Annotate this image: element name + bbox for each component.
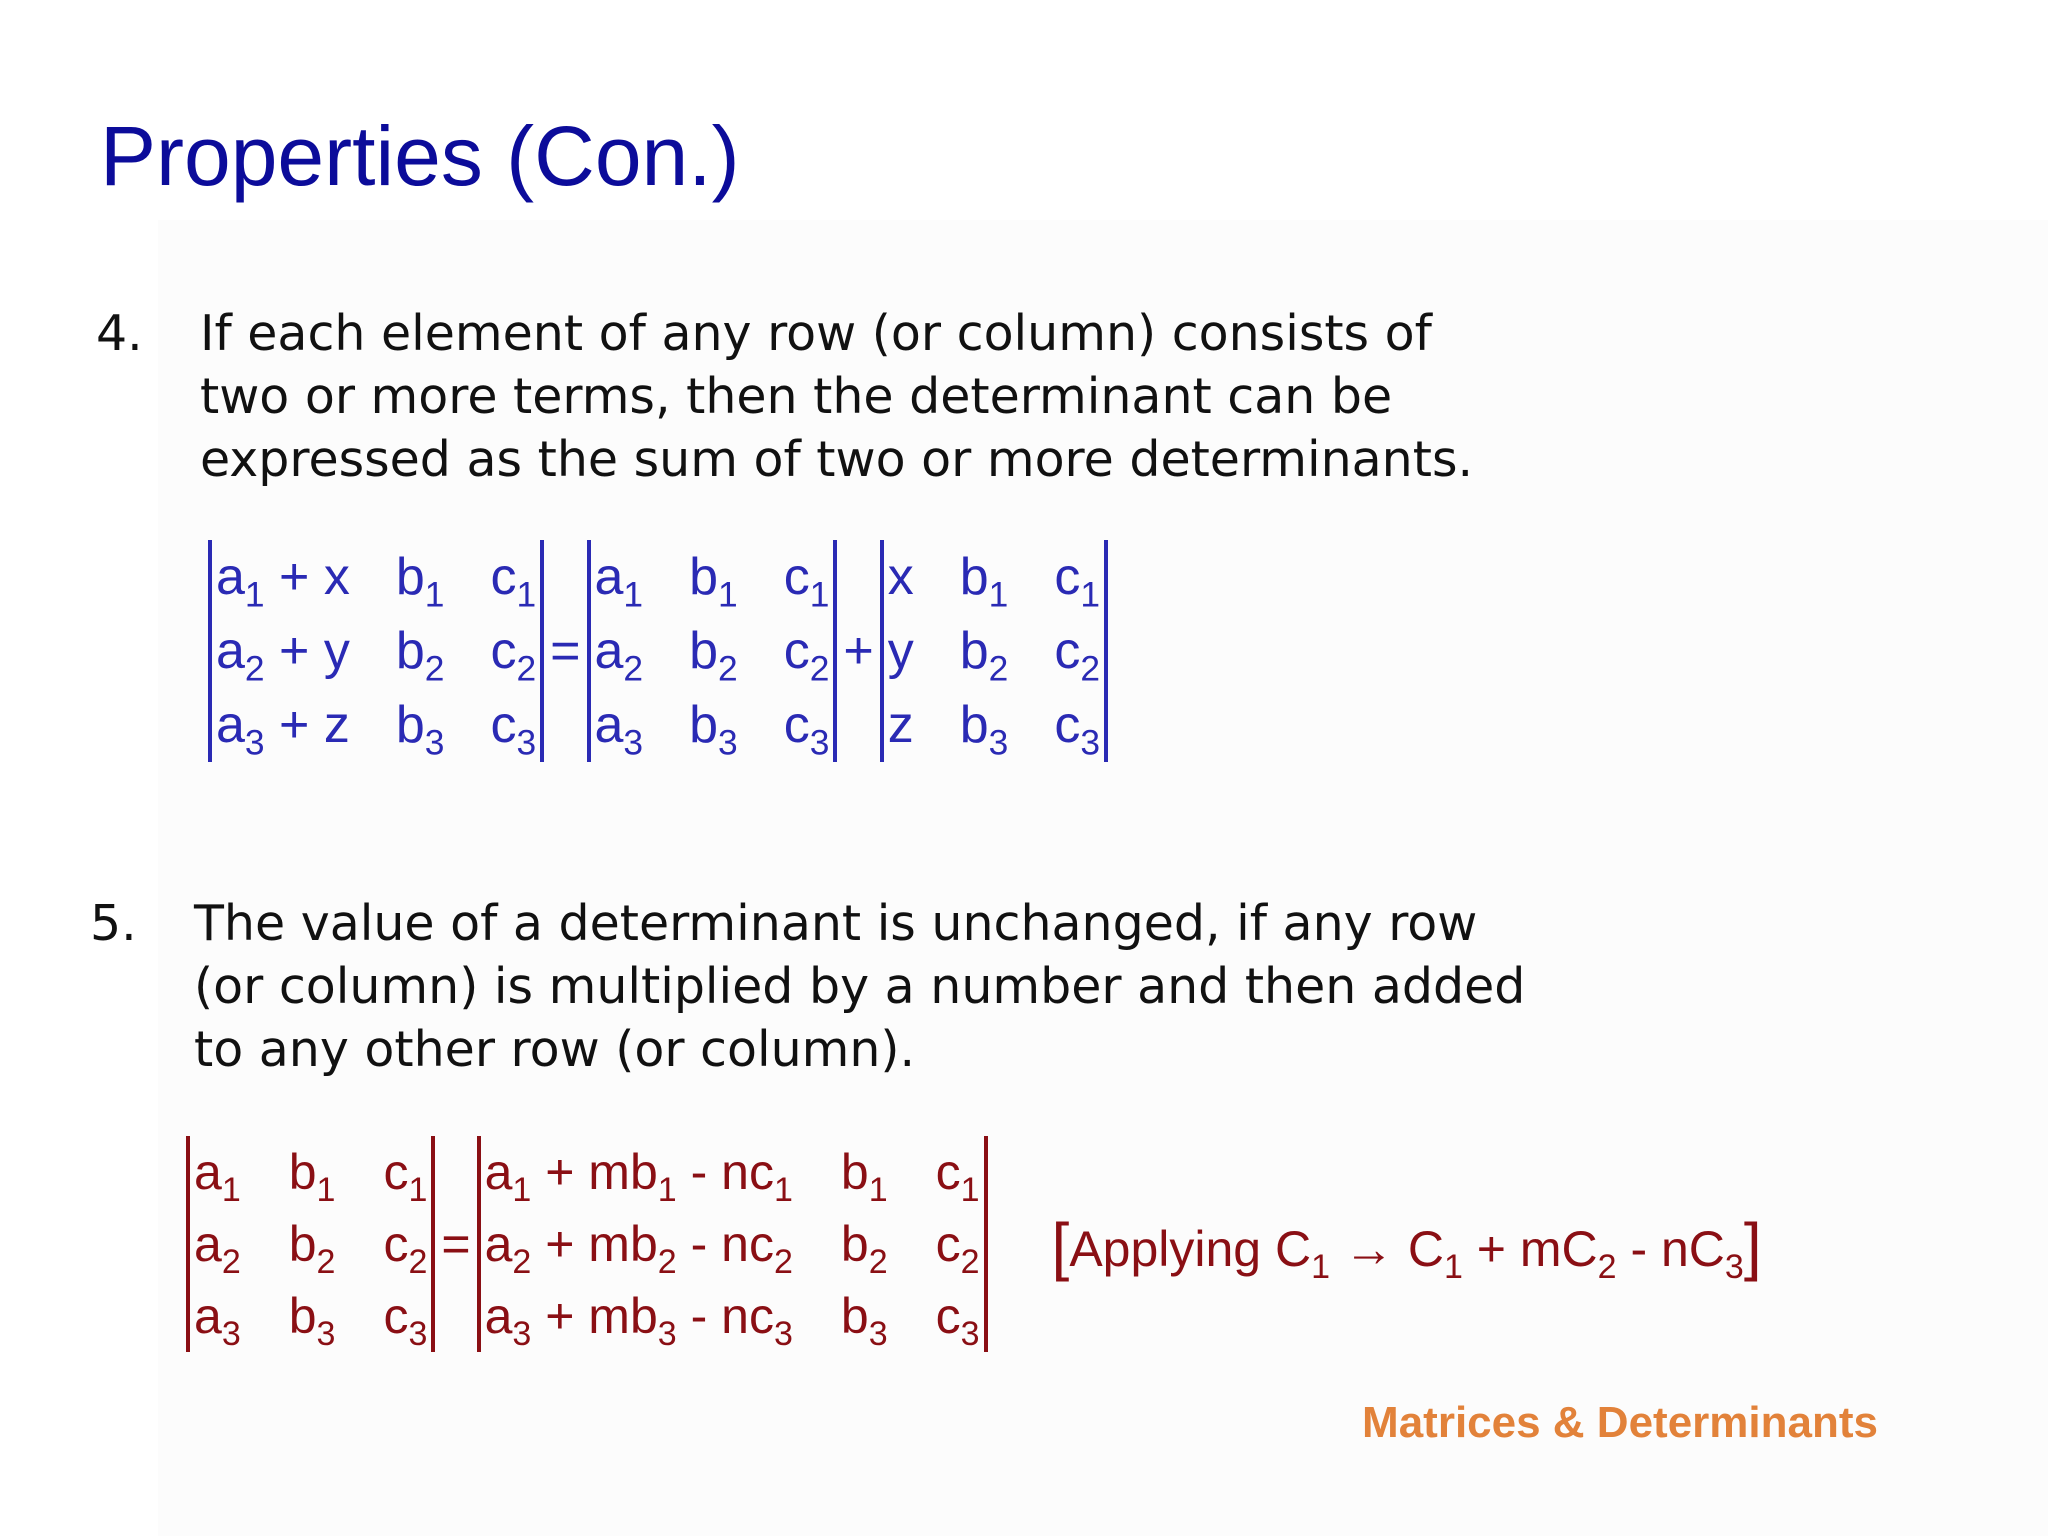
matrix-cell: $a_1$ [594, 548, 644, 615]
matrix-cell: $a_1$ [194, 1144, 241, 1209]
matrix-cell: $b_1$ [959, 548, 1009, 615]
matrix-cell: $b_3$ [959, 696, 1009, 763]
matrix-cell: $a_1 + x$ [216, 548, 350, 615]
matrix-cell: $c_3$ [783, 696, 830, 763]
note-open-bracket: [ [1051, 1210, 1070, 1282]
footer-topic: Matrices & Determinants [1362, 1398, 1878, 1447]
matrix-cell: $c_3$ [935, 1288, 980, 1353]
property-5-line-2: (or column) is multiplied by a number and then added [194, 958, 1526, 1015]
property-5-line-1: The value of a determinant is unchanged, if any row [194, 895, 1478, 952]
column-operation-note [1051, 1207, 1762, 1286]
matrix-cell: $b_1$ [840, 1144, 888, 1209]
note-c2-sub: 2 [1597, 1247, 1617, 1286]
matrix-cell: $c_1$ [383, 1144, 428, 1209]
matrix-cell: $b_2$ [689, 622, 738, 689]
matrix-cell: $a_3$ [194, 1288, 241, 1353]
property-4-line-3: expressed as the sum of two or more determinants. [200, 431, 1474, 488]
matrix-cell: $a_3$ [594, 696, 644, 763]
plus-sign: + [843, 622, 874, 680]
matrix-cell: $b_2$ [395, 622, 445, 689]
matrix-cell: x [887, 548, 914, 606]
matrix-cell: $b_2$ [840, 1216, 888, 1281]
matrix-cell: $c_1$ [1054, 548, 1100, 615]
note-c1-a-sub: 1 [1311, 1247, 1331, 1286]
matrix-cell: $b_1$ [689, 548, 738, 615]
matrix-cell: $c_1$ [490, 548, 537, 615]
matrix-cell: $a_2$ [594, 622, 644, 689]
matrix-cell: $a_1 + mb_1 - nc_1$ [484, 1144, 793, 1209]
property-4-equation [208, 540, 1108, 762]
matrix-cell: $c_2$ [383, 1216, 428, 1281]
property-5-line-3: to any other row (or column). [194, 1021, 916, 1078]
matrix-cell: $b_3$ [689, 696, 738, 763]
note-c1-b-sub: 1 [1443, 1247, 1463, 1286]
determinant-lhs-4 [208, 540, 544, 762]
note-applying: Applying [1069, 1221, 1276, 1277]
determinant-mid-4 [587, 540, 838, 762]
equals-sign: = [550, 622, 581, 680]
matrix-cell: $c_3$ [490, 696, 537, 763]
note-close-bracket: ] [1743, 1210, 1762, 1282]
matrix-cell: $c_2$ [490, 622, 537, 689]
matrix-cell: $c_1$ [935, 1144, 980, 1209]
note-c1-b: C [1407, 1221, 1444, 1277]
matrix-cell: $a_2$ [194, 1216, 241, 1281]
matrix-cell: $a_2 + mb_2 - nc_2$ [484, 1216, 793, 1281]
matrix-cell: $c_1$ [783, 548, 830, 615]
note-minus-nc: - nC [1616, 1221, 1725, 1277]
matrix-cell: z [887, 696, 914, 754]
determinant-rhs-5 [477, 1136, 988, 1352]
matrix-cell: $b_2$ [288, 1216, 336, 1281]
matrix-cell: y [887, 622, 914, 680]
property-5-equation [186, 1136, 1762, 1352]
matrix-cell: $b_3$ [395, 696, 445, 763]
matrix-cell: $b_1$ [288, 1144, 336, 1209]
property-5-text [90, 892, 1650, 1082]
matrix-cell: $b_3$ [288, 1288, 336, 1353]
property-5-number: 5. [90, 895, 137, 952]
note-c3-sub: 3 [1724, 1247, 1744, 1286]
matrix-cell: $b_1$ [395, 548, 445, 615]
matrix-cell: $b_3$ [840, 1288, 888, 1353]
matrix-cell: $c_3$ [1054, 696, 1100, 763]
matrix-cell: $c_2$ [935, 1216, 980, 1281]
note-plus-mc: + mC [1462, 1221, 1598, 1277]
determinant-lhs-5 [186, 1136, 435, 1352]
matrix-cell: $c_3$ [383, 1288, 428, 1353]
arrow-icon: → [1330, 1221, 1408, 1277]
matrix-cell: $a_2 + y$ [216, 622, 350, 689]
property-4-line-1: If each element of any row (or column) consists of [200, 305, 1432, 362]
matrix-cell: $a_3 + z$ [216, 696, 350, 763]
matrix-cell: $c_2$ [783, 622, 830, 689]
matrix-cell: $b_2$ [959, 622, 1009, 689]
matrix-cell: $a_3 + mb_3 - nc_3$ [484, 1288, 793, 1353]
property-4-number: 4. [96, 305, 143, 362]
matrix-cell: $c_2$ [1054, 622, 1100, 689]
equals-sign: = [441, 1216, 471, 1272]
property-4-text [96, 302, 1596, 492]
determinant-rhs-4 [880, 540, 1108, 762]
slide-title: Properties (Con.) [100, 109, 740, 203]
note-c1-a: C [1275, 1221, 1312, 1277]
property-4-line-2: two or more terms, then the determinant can be [200, 368, 1393, 425]
